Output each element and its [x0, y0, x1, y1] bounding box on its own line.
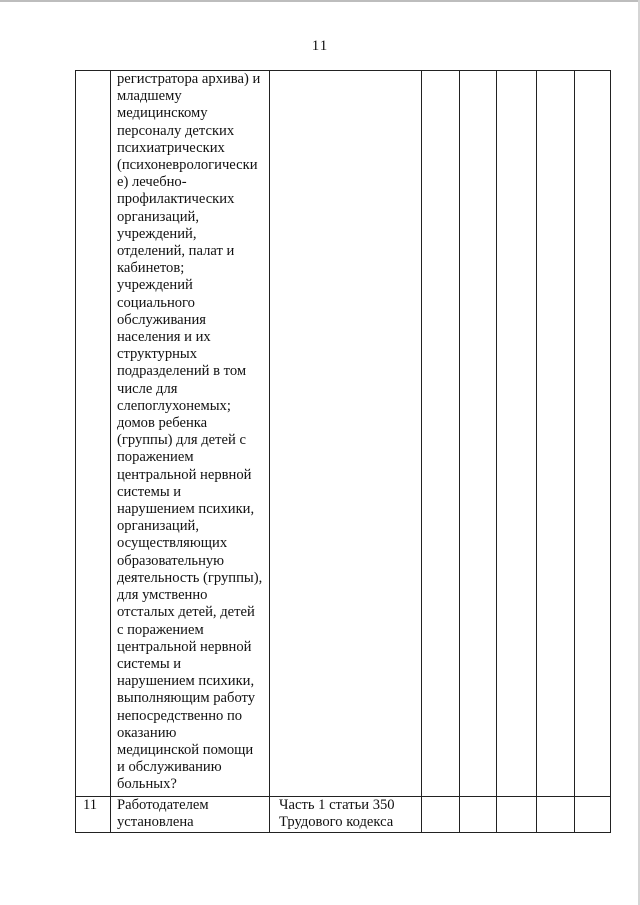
question-cell: [111, 71, 270, 797]
text-line: системы и: [117, 483, 182, 500]
text-line: медицинской помощи: [117, 741, 254, 758]
text-line: выполняющим работу: [117, 690, 256, 707]
question-text: [111, 797, 269, 831]
answer-na-cell: [497, 71, 537, 797]
text-line: числе для: [117, 380, 178, 397]
text-line: нарушением психики,: [117, 501, 255, 518]
text-line: (психоневрологически: [117, 157, 258, 174]
row-number-cell: [76, 71, 111, 797]
answer-no-cell: [460, 797, 497, 833]
reference-cell: [270, 797, 422, 833]
question-text: [111, 71, 269, 794]
note-cell: [575, 71, 611, 797]
text-line: больных?: [117, 776, 177, 793]
text-line: регистратора архива) и: [117, 71, 261, 87]
page-number: 11: [311, 38, 329, 54]
reference-text: [270, 797, 421, 831]
text-line: домов ребенка: [117, 415, 208, 432]
text-line: образовательную: [117, 552, 225, 569]
text-line: системы и: [117, 655, 182, 672]
text-line: непосредственно по: [117, 707, 243, 724]
text-line: оказанию: [117, 724, 177, 741]
text-line: учреждений: [117, 277, 193, 294]
row-number-cell: [76, 797, 111, 833]
text-line: отсталых детей, детей: [117, 604, 255, 621]
text-line: деятельность (группы),: [117, 569, 263, 586]
text-line: е) лечебно-: [117, 174, 187, 191]
text-line: обслуживания: [117, 311, 206, 328]
answer-extra-cell: [537, 71, 575, 797]
text-line: (группы) для детей с: [117, 432, 246, 449]
text-line: Часть 1 статьи 350: [279, 797, 395, 813]
text-line: центральной нервной: [117, 638, 252, 655]
note-cell: [575, 797, 611, 833]
reference-cell: [270, 71, 422, 797]
text-line: поражением: [117, 449, 194, 466]
answer-na-cell: [497, 797, 537, 833]
text-line: отделений, палат и: [117, 243, 235, 260]
page-edge-top: [0, 0, 640, 2]
text-line: младшему: [117, 88, 182, 105]
text-line: для умственно: [117, 587, 208, 604]
text-line: подразделений в том: [117, 363, 247, 380]
text-line: Работодателем: [117, 797, 209, 813]
text-line: центральной нервной: [117, 466, 252, 483]
text-line: персоналу детских: [117, 122, 235, 139]
answer-extra-cell: [537, 797, 575, 833]
answer-yes-cell: [422, 797, 460, 833]
text-line: организаций,: [117, 208, 199, 225]
text-line: установлена: [117, 814, 194, 831]
text-line: населения и их: [117, 329, 211, 346]
text-line: и обслуживанию: [117, 759, 222, 776]
text-line: кабинетов;: [117, 260, 185, 277]
table-row-continuation: [76, 71, 611, 797]
text-line: слепоглухонемых;: [117, 397, 231, 414]
table-row-11: [76, 797, 611, 833]
row-number: 11: [83, 797, 98, 813]
text-line: нарушением психики,: [117, 673, 255, 690]
text-line: структурных: [117, 346, 198, 363]
text-line: Трудового кодекса: [279, 814, 394, 831]
text-line: психиатрических: [117, 139, 225, 156]
text-line: с поражением: [117, 621, 204, 638]
text-line: профилактических: [117, 191, 235, 208]
text-line: социального: [117, 294, 195, 311]
answer-yes-cell: [422, 71, 460, 797]
answer-no-cell: [460, 71, 497, 797]
text-line: медицинскому: [117, 105, 208, 122]
text-line: учреждений,: [117, 225, 197, 242]
question-cell: [111, 797, 270, 833]
checklist-table: [75, 70, 611, 833]
text-line: осуществляющих: [117, 535, 228, 552]
text-line: организаций,: [117, 518, 199, 535]
